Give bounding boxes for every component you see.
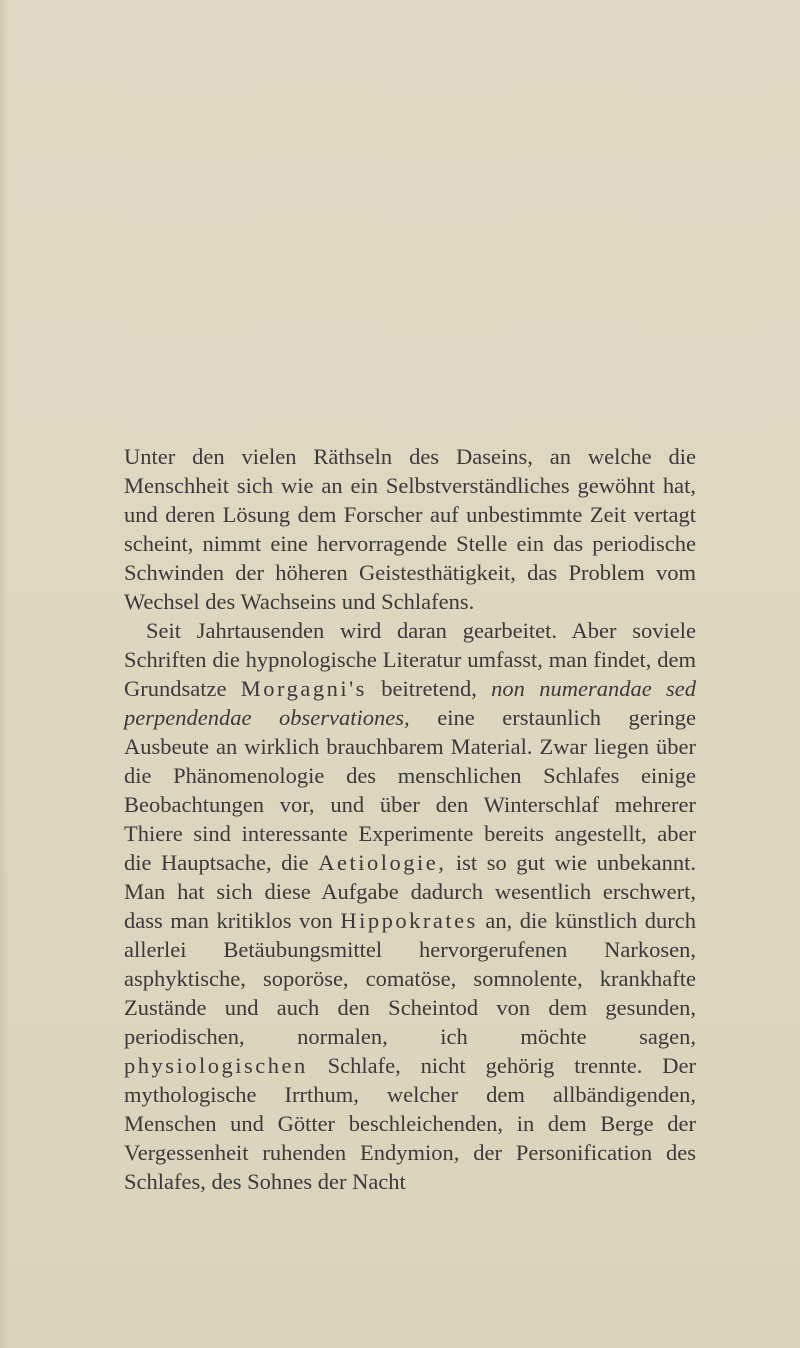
paragraph-1 — [124, 442, 696, 616]
author-name-morgagni: Morgagni's — [240, 676, 367, 701]
term-aetiologie: Aetiologie, — [318, 850, 447, 875]
paragraph-2-text-b: beitretend, — [366, 676, 492, 701]
paragraph-2-text-d: ist so gut wie unbekannt. Man hat sich diese Aufgabe dadurch wesentlich erschwert, dass man kritiklos von — [124, 850, 696, 933]
paragraph-2-text-e: an, die künstlich durch allerlei Betäubungsmittel hervorgerufenen Narkosen, asphyktische, soporöse, comatöse, somnolente, krankhafte Zustände und auch den Scheintod von dem gesunden, periodischen, normalen, ich möchte sagen, — [124, 908, 696, 1049]
term-physiologischen: physiologischen — [124, 1053, 308, 1078]
paragraph-2-text-f: Schlafe, nicht gehörig trennte. Der mythologische Irrthum, welcher dem allbändigenden, Menschen und Götter beschleichenden, in dem Berge der Vergessenheit ruhenden Endymion, der Personification des Schlafes, des Sohnes der Nacht — [124, 1053, 696, 1194]
author-name-hippokrates: Hippokrates — [340, 908, 478, 933]
latin-quote: non numerandae sed perpendendae observationes, — [124, 676, 696, 730]
paragraph-1-text: Unter den vielen Räthseln des Daseins, an welche die Menschheit sich wie an ein Selbstverständliches gewöhnt hat, und deren Lösung dem Forscher auf unbestimmte Zeit vertagt scheint, nimmt eine hervorragende Stelle ein das periodische Schwinden der höheren Geistesthätigkeit, das Problem vom Wechsel des Wachseins und Schlafens. — [124, 444, 696, 614]
body-text — [124, 442, 696, 1196]
page-edge-shadow — [0, 0, 8, 1348]
paragraph-2 — [124, 616, 696, 1196]
paragraph-2-text-a: Seit Jahrtausenden wird daran gearbeitet. Aber soviele Schriften die hypnologische Literatur umfasst, man findet, dem Grundsatze — [124, 618, 696, 701]
paragraph-2-text-c: eine erstaunlich geringe Ausbeute an wirklich brauchbarem Material. Zwar liegen über die Phänomenologie des menschlichen Schlafes einige Beobachtungen vor, und über den Winterschlaf mehrerer Thiere sind interessante Experimente bereits angestellt, aber die Hauptsache, die — [124, 705, 697, 875]
